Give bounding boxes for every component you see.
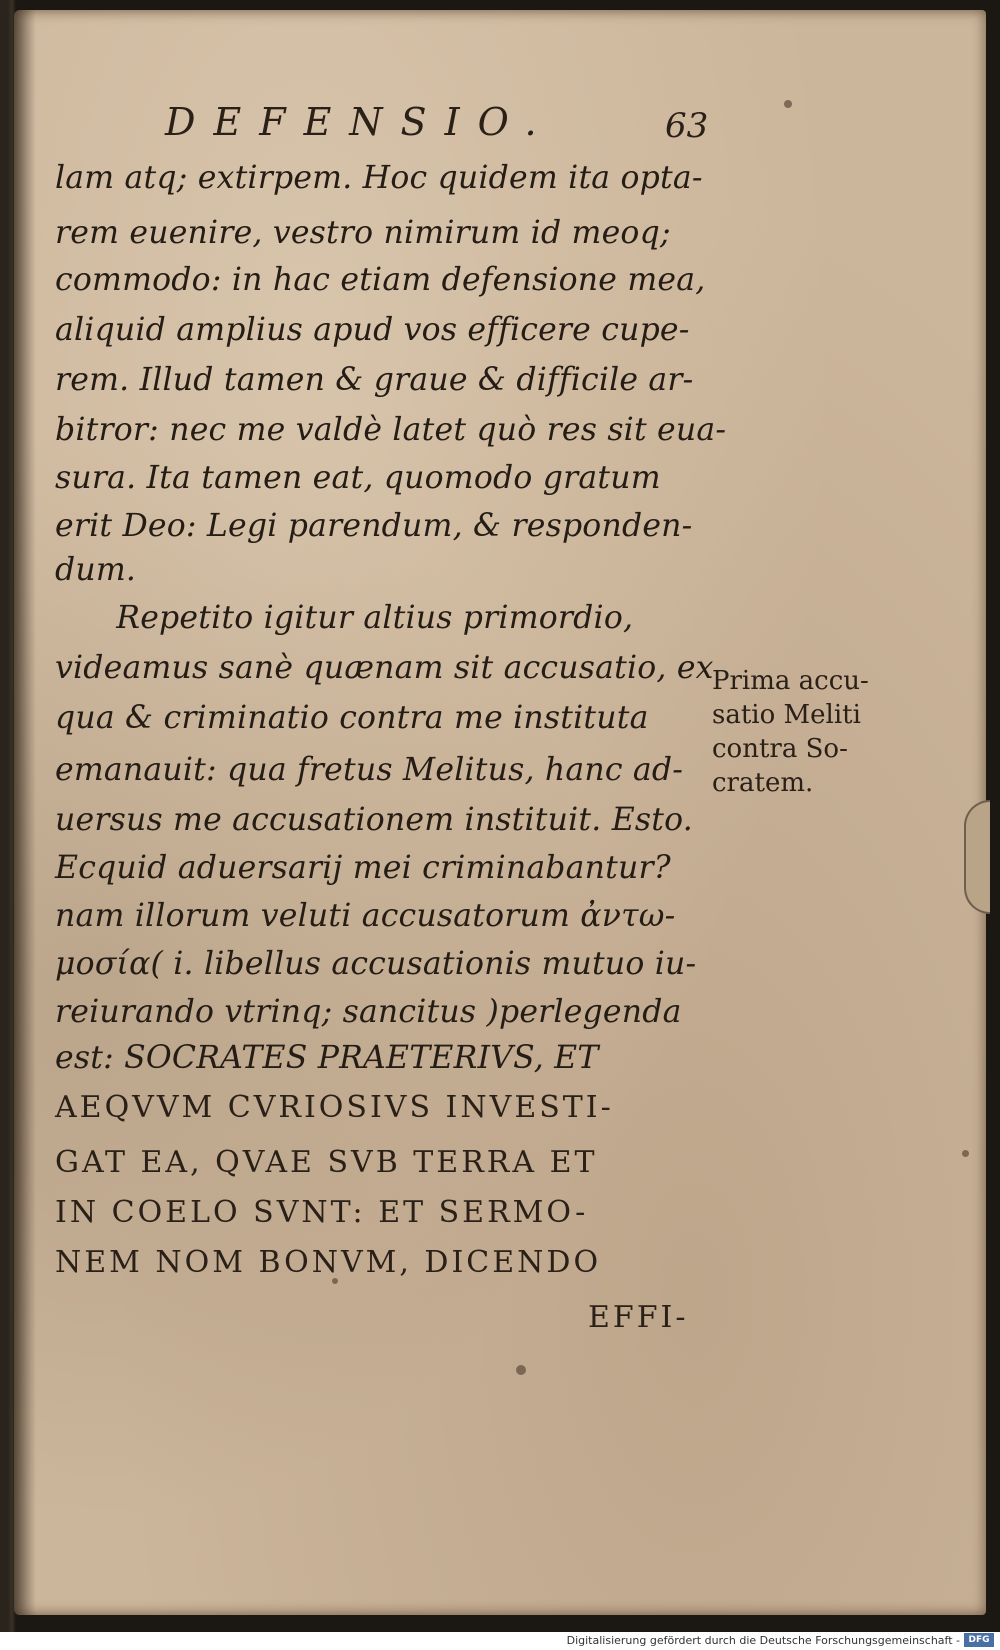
text-line: dum. xyxy=(55,552,137,588)
caps-line: IN COELO SVNT: ET SERMO- xyxy=(55,1195,589,1230)
caps-line: AEQVVM CVRIOSIVS INVESTI- xyxy=(55,1090,614,1125)
text-line: Repetito igitur altius primordio, xyxy=(55,600,634,636)
text-line: uersus me accusationem instituit. Esto. xyxy=(55,802,693,838)
margin-note-line: cratem. xyxy=(712,768,814,798)
text-line: lam atq; extirpem. Hoc quidem ita opta- xyxy=(55,160,703,196)
text-line: aliquid amplius apud vos efficere cupe- xyxy=(55,312,690,348)
text-line: μοσία( i. libellus accusationis mutuo iu- xyxy=(55,946,697,982)
text-line: reiurando vtrinq; sancitus )perlegenda xyxy=(55,994,682,1030)
text-line: nam illorum veluti accusatorum ἀντω- xyxy=(55,898,676,934)
text-line: rem euenire, vestro nimirum id meoq; xyxy=(55,215,671,251)
text-line: qua & criminatio contra me instituta xyxy=(55,700,649,736)
text-line: erit Deo: Legi parendum, & responden- xyxy=(55,508,693,544)
funding-credit: Digitalisierung gefördert durch die Deutsche Forschungsgemeinschaft - xyxy=(566,1634,960,1647)
margin-note-line: contra So- xyxy=(712,734,848,764)
text-line: Ecquid aduersarij mei criminabantur? xyxy=(55,850,671,886)
ink-spot xyxy=(516,1365,526,1375)
running-header: DEFENSIO. xyxy=(165,100,555,144)
text-line: bitror: nec me valdè latet quò res sit eua- xyxy=(55,412,727,448)
text-line: commodo: in hac etiam defensione mea, xyxy=(55,262,706,298)
text-line: rem. Illud tamen & graue & difficile ar- xyxy=(55,362,694,398)
margin-note-line: Prima accu- xyxy=(712,666,869,696)
ink-spot xyxy=(962,1150,969,1157)
text-line: emanauit: qua fretus Melitus, hanc ad- xyxy=(55,752,684,788)
text-line: sura. Ita tamen eat, quomodo gratum xyxy=(55,460,661,496)
page-edge-tab xyxy=(964,800,990,914)
caps-line: NEM NOM BONVM, DICENDO xyxy=(55,1245,602,1280)
catchword: EFFI- xyxy=(588,1300,689,1335)
dfg-logo: DFG xyxy=(964,1633,994,1647)
page-number: 63 xyxy=(665,106,709,146)
margin-note-line: satio Meliti xyxy=(712,700,861,730)
ink-spot xyxy=(784,100,792,108)
caps-line: GAT EA, QVAE SVB TERRA ET xyxy=(55,1145,598,1180)
text-line: videamus sanè quænam sit accusatio, ex xyxy=(55,650,714,686)
page-gutter xyxy=(14,10,36,1615)
text-line: est: SOCRATES PRAETERIVS, ET xyxy=(55,1040,599,1076)
